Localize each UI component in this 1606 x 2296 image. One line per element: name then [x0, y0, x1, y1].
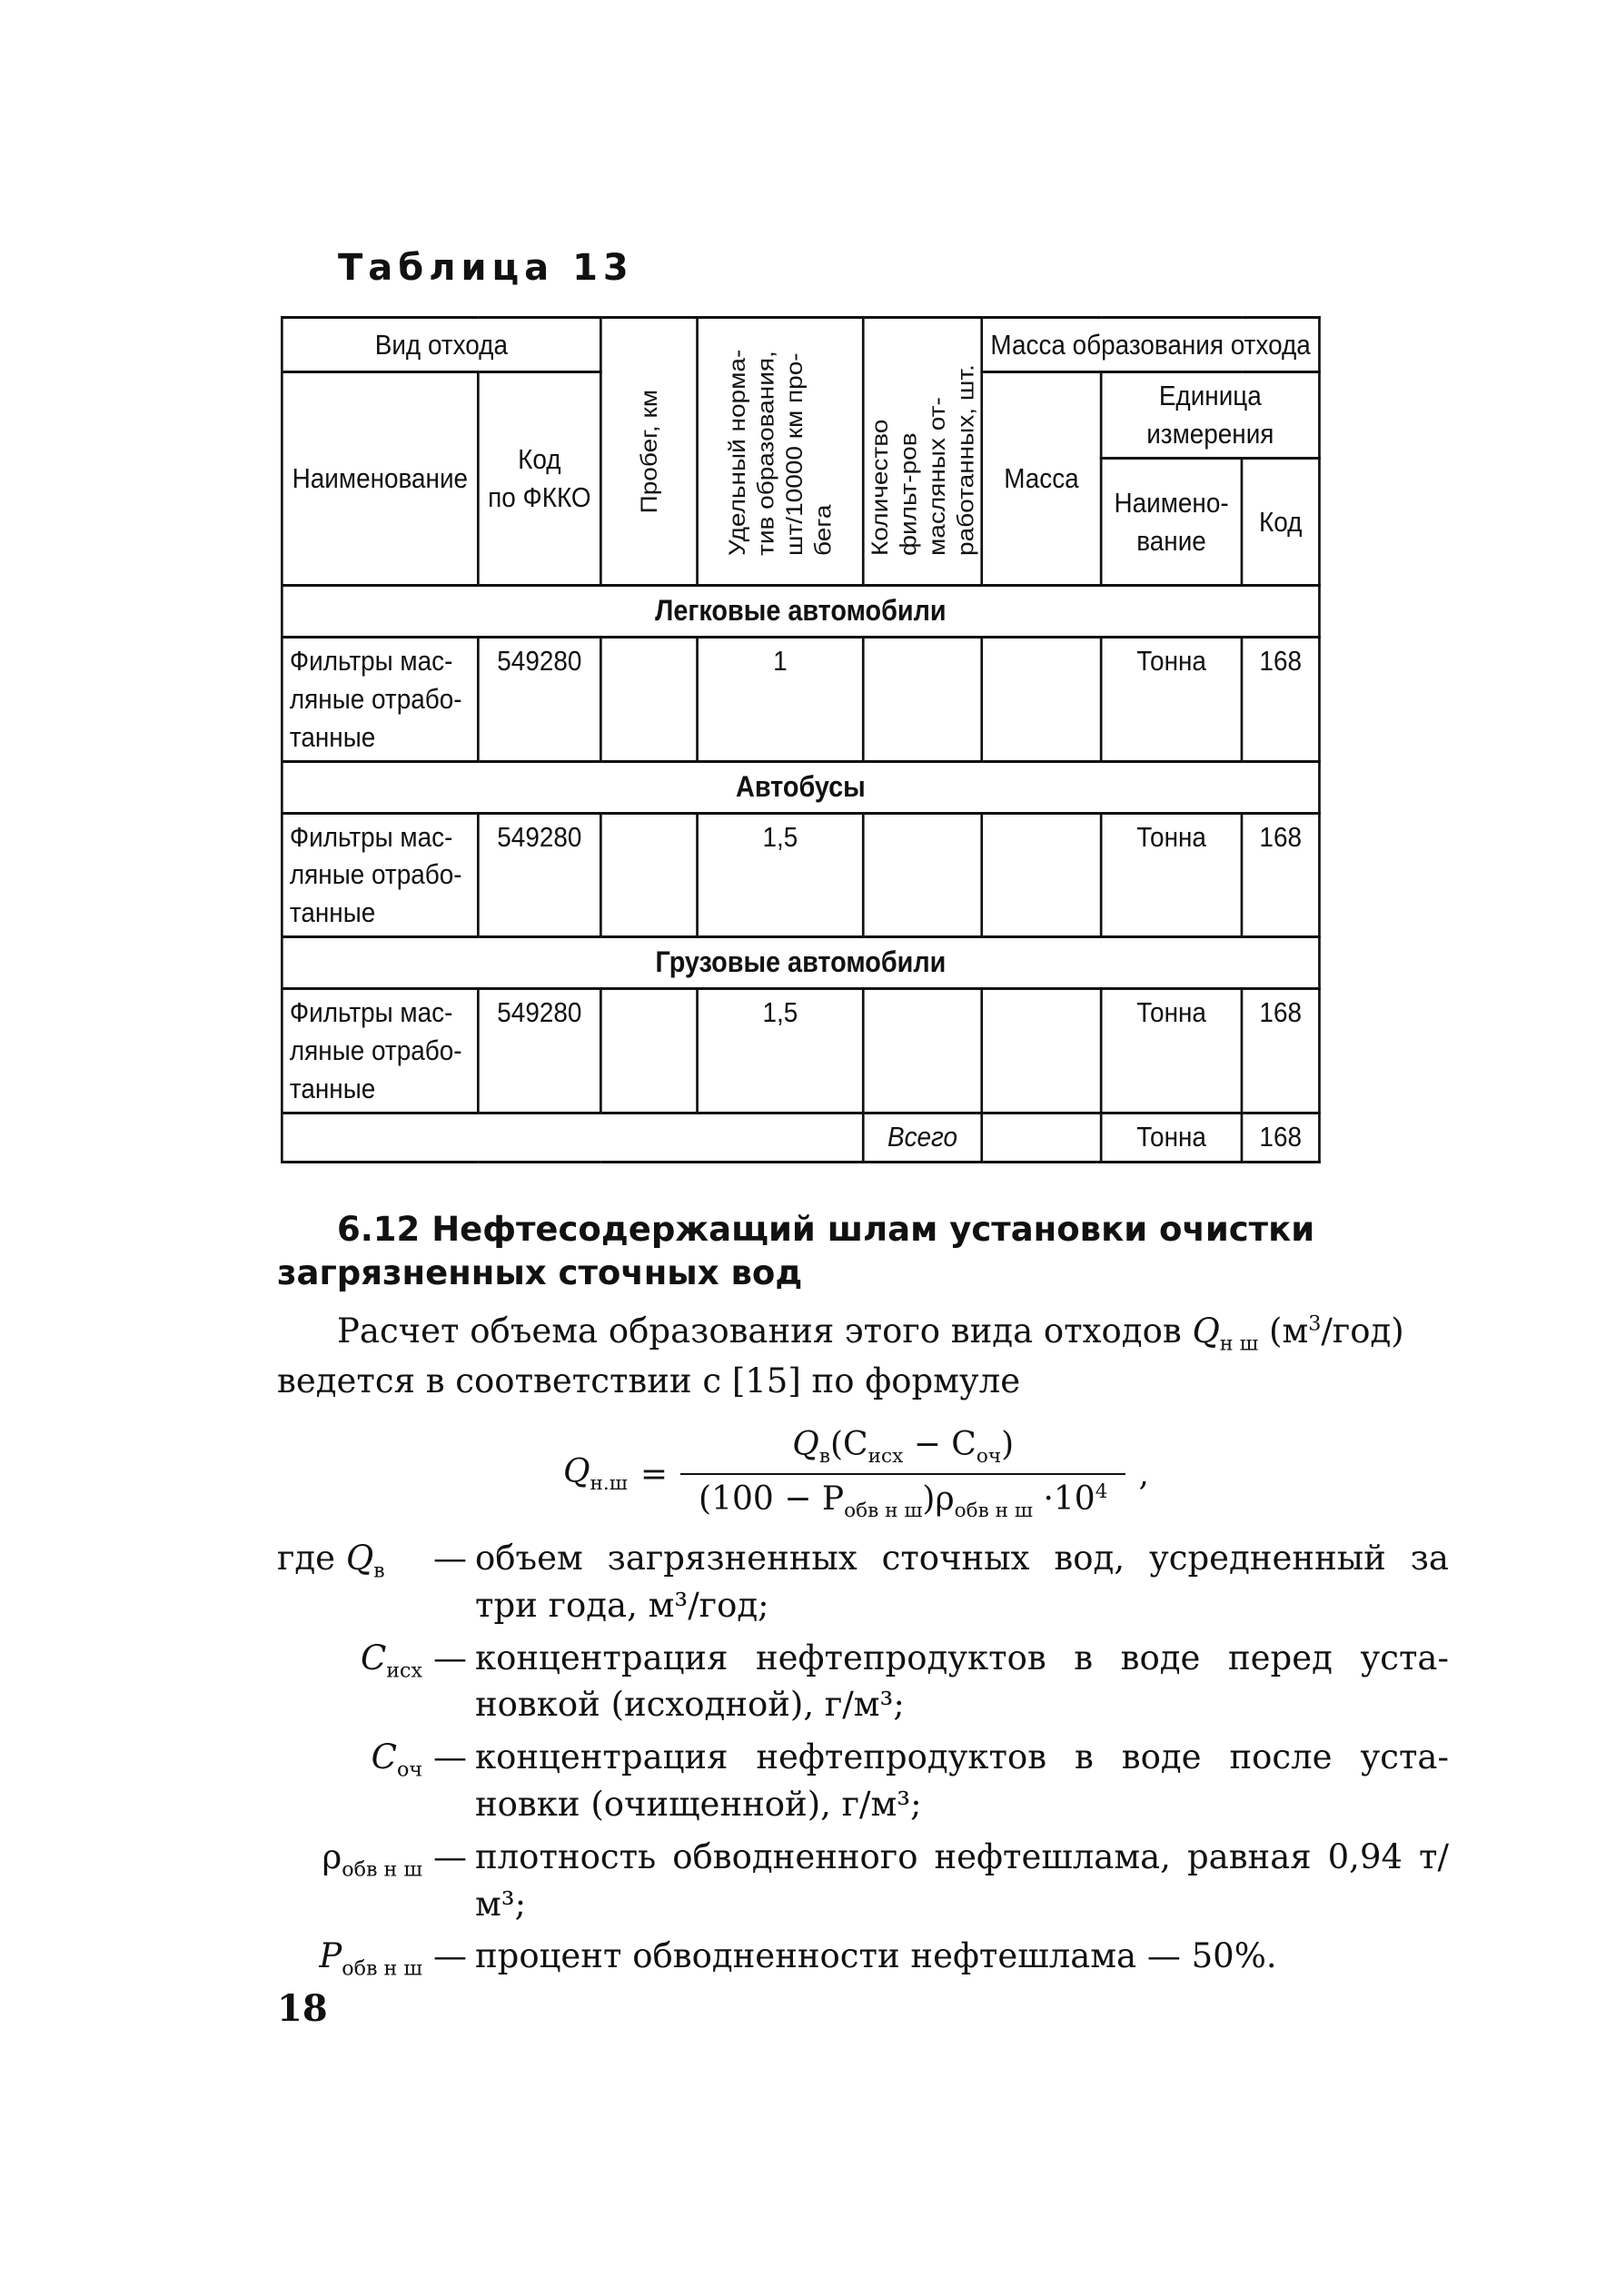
header-unit-code: Код: [1242, 459, 1320, 586]
total-label: Всего: [863, 1113, 982, 1162]
row-unit-name: Тонна: [1101, 813, 1242, 937]
row-name: Фильтры мас-ляные отрабо-танные: [282, 638, 478, 762]
row-name: Фильтры мас-ляные отрабо-танные: [282, 813, 478, 937]
header-waste-type: Вид отхода: [282, 318, 600, 372]
row-unit-name: Тонна: [1101, 638, 1242, 762]
row-count: [863, 638, 982, 762]
header-unit: Единица измерения: [1101, 372, 1319, 459]
section-title: Легковые автомобили: [282, 586, 1319, 638]
total-spacer: [282, 1113, 863, 1162]
section-title-text: Нефтесодержащий шлам установки очистки загрязненных сточных вод: [277, 1210, 1315, 1293]
row-mass: [982, 813, 1101, 937]
intro-paragraph: Расчет объема образования этого вида отходов $Q_{н ш}$ $(м^3/год)$ ведется в соответствии с [15] по формуле: [277, 1311, 1404, 1401]
row-mass: [982, 989, 1101, 1113]
section-heading: [277, 1208, 1449, 1295]
header-mass-group: Масса образования отхода: [982, 318, 1320, 372]
header-filters-count: Количество фильт-ров масляных от-работанных, шт.: [863, 318, 982, 586]
row-norm: 1,5: [698, 813, 864, 937]
formula-denominator: $(100 - P_{обв н ш})\rho_{обв н ш} \cdot 10^4$: [680, 1473, 1125, 1522]
formula-numerator: $Q_в(C_{исх} - C_{оч})$: [792, 1426, 1015, 1469]
formula: $Q_{н.ш}$ = $\frac{Q_в(C_{исх} - C_{оч})}{(100 - P_{обв н ш})\rho_{обв н ш} \cdot 10^4}$ ,: [563, 1426, 1149, 1523]
row-norm: 1,5: [698, 989, 864, 1113]
definition-item: где $Q_в$ — объем загрязненных сточных вод, усредненный за три года, м³/год;: [277, 1539, 1449, 1625]
table-caption: Таблица 13: [338, 247, 634, 289]
row-count: [863, 989, 982, 1113]
waste-table: [281, 316, 1321, 1163]
row-code: 549280: [478, 638, 600, 762]
header-unit-name: Наимено-вание: [1101, 459, 1242, 586]
definition-item: $C_{исх}$ — концентрация нефтепродуктов в воде перед уста-новкой (исходной), г/м³;: [360, 1638, 1449, 1725]
page-number: 18: [277, 1987, 328, 2030]
row-mass: [982, 638, 1101, 762]
header-mass: Масса: [982, 372, 1101, 586]
row-mileage: [600, 813, 697, 937]
total-unit-name: Тонна: [1101, 1113, 1242, 1162]
definition-item: $P_{обв н ш}$ — процент обводненности нефтешлама — 50%.: [319, 1936, 1277, 1981]
row-name: Фильтры мас-ляные отрабо-танные: [282, 989, 478, 1113]
definitions-list: [277, 1535, 1449, 1989]
row-mileage: [600, 638, 697, 762]
row-count: [863, 813, 982, 937]
header-code: Код по ФККО: [478, 372, 600, 586]
section-number: 6.12: [337, 1210, 421, 1249]
row-unit-code: 168: [1242, 638, 1320, 762]
header-mileage: Пробег, км: [600, 318, 697, 586]
definition-item: $\rho_{обв н ш}$ — плотность обводненного нефтешлама, равная 0,94 т/м³;: [322, 1836, 1449, 1924]
row-unit-name: Тонна: [1101, 989, 1242, 1113]
row-code: 549280: [478, 813, 600, 937]
header-norm: Удельный норма-тив образования, шт/10000 км про-бега: [698, 318, 864, 586]
row-norm: 1: [698, 638, 864, 762]
total-mass: [982, 1113, 1101, 1162]
row-code: 549280: [478, 989, 600, 1113]
section-title: Автобусы: [282, 761, 1319, 813]
row-unit-code: 168: [1242, 989, 1320, 1113]
row-mileage: [600, 989, 697, 1113]
header-name: Наименование: [282, 372, 478, 586]
section-title: Грузовые автомобили: [282, 937, 1319, 989]
row-unit-code: 168: [1242, 813, 1320, 937]
definition-item: $C_{оч}$ — концентрация нефтепродуктов в воде после уста-новки (очищенной), г/м³;: [371, 1737, 1449, 1824]
total-unit-code: 168: [1242, 1113, 1320, 1162]
